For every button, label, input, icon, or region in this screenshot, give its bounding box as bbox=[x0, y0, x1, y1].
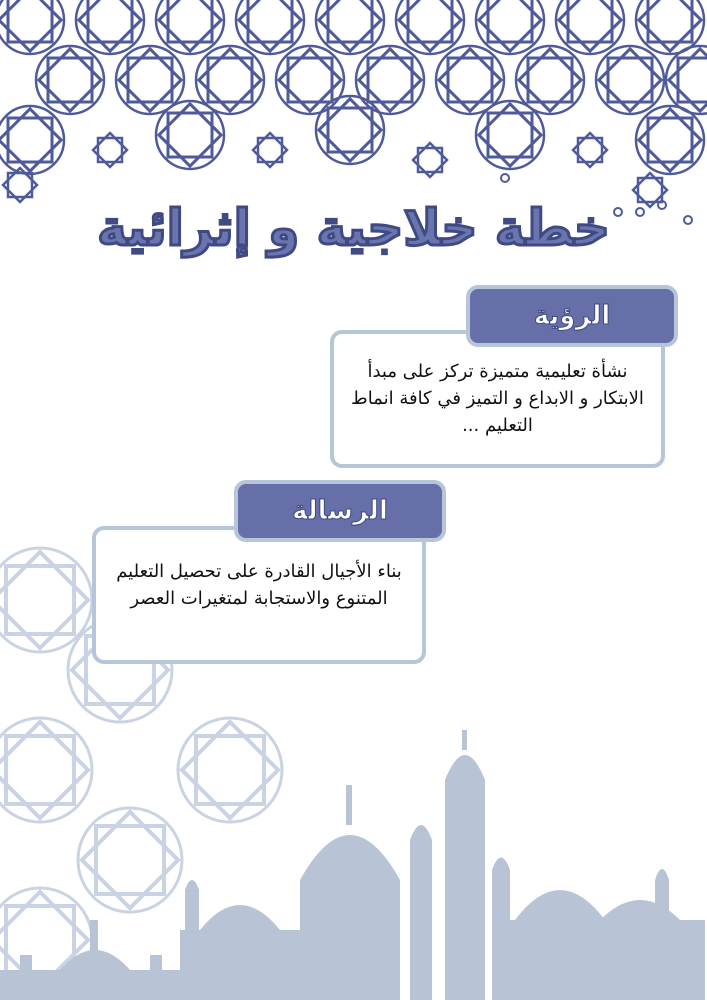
mission-label: الرسالة bbox=[234, 480, 446, 542]
mission-text: بناء الأجيال القادرة على تحصيل التعليم المتنوع والاستجابة لمتغيرات العصر bbox=[116, 561, 402, 609]
mosque-skyline bbox=[0, 730, 707, 1000]
vision-text: نشأة تعليمية متميزة تركز على مبدأ الابتكار و الابداع و التميز في كافة انماط التعليم ... bbox=[351, 361, 644, 436]
page-title: خطة خلاجية و إثرائية bbox=[97, 199, 610, 257]
vision-label: الرؤية bbox=[466, 285, 678, 347]
vision-text-box bbox=[330, 330, 665, 468]
mission-text-box bbox=[92, 526, 426, 664]
